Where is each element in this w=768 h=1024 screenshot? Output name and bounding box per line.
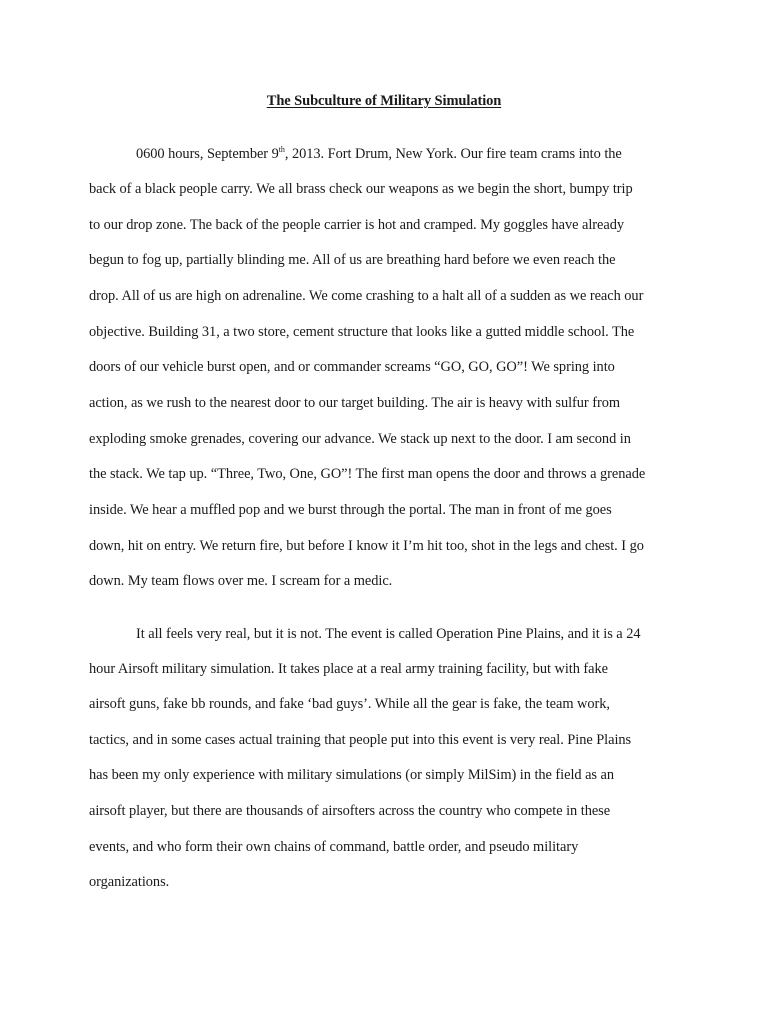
document-title: The Subculture of Military Simulation [266, 93, 502, 109]
paragraph2-line-8: organizations. [89, 874, 170, 890]
paragraph1-line-1 [136, 144, 622, 164]
paragraph1-line-12: down, hit on entry. We return fire, but before I know it I’m hit too, shot in the legs and chest. I go [89, 538, 644, 554]
paragraph1-line-11: inside. We hear a muffled pop and we burst through the portal. The man in front of me goes [89, 502, 612, 518]
paragraph2-line-4: tactics, and in some cases actual training that people put into this event is very real. Pine Plains [89, 732, 632, 748]
paragraph2-line-7: events, and who form their own chains of command, battle order, and pseudo military [89, 839, 579, 855]
paragraph2-line-2: hour Airsoft military simulation. It takes place at a real army training facility, but with fake [89, 661, 608, 677]
paragraph2-line-3: airsoft guns, fake bb rounds, and fake ‘bad guys’. While all the gear is fake, the team work, [89, 696, 610, 712]
paragraph1-line-3: to our drop zone. The back of the people carrier is hot and cramped. My goggles have already [89, 217, 624, 233]
paragraph1-line-5: drop. All of us are high on adrenaline. We come crashing to a halt all of a sudden as we reach our [89, 288, 644, 304]
paragraph1-line-13: down. My team flows over me. I scream for a medic. [89, 573, 393, 589]
paragraph1-line-6: objective. Building 31, a two store, cement structure that looks like a gutted middle school. The [89, 324, 635, 340]
paragraph2-line-1: It all feels very real, but it is not. The event is called Operation Pine Plains, and it is a 24 [136, 626, 641, 642]
paragraph1-line-8: action, as we rush to the nearest door to our target building. The air is heavy with sulfur from [89, 395, 620, 411]
paragraph1-line-1-post: , 2013. Fort Drum, New York. Our fire team crams into the [284, 146, 622, 162]
paragraph1-line-2: back of a black people carry. We all brass check our weapons as we begin the short, bumpy trip [89, 181, 633, 197]
paragraph1-line-4: begun to fog up, partially blinding me. All of us are breathing hard before we even reach the [89, 252, 616, 268]
ordinal-suffix: th [278, 145, 285, 155]
paragraph2-line-6: airsoft player, but there are thousands of airsofters across the country who compete in these [89, 803, 611, 819]
paragraph2-line-5: has been my only experience with military simulations (or simply MilSim) in the field as an [89, 767, 615, 783]
paragraph1-line-9: exploding smoke grenades, covering our advance. We stack up next to the door. I am second in [89, 431, 631, 447]
paragraph1-line-7: doors of our vehicle burst open, and or commander screams “GO, GO, GO”! We spring into [89, 359, 615, 375]
paragraph1-line-10: the stack. We tap up. “Three, Two, One, GO”! The first man opens the door and throws a grenade [89, 466, 646, 482]
paragraph1-line-1-pre: 0600 hours, September 9 [136, 146, 279, 162]
